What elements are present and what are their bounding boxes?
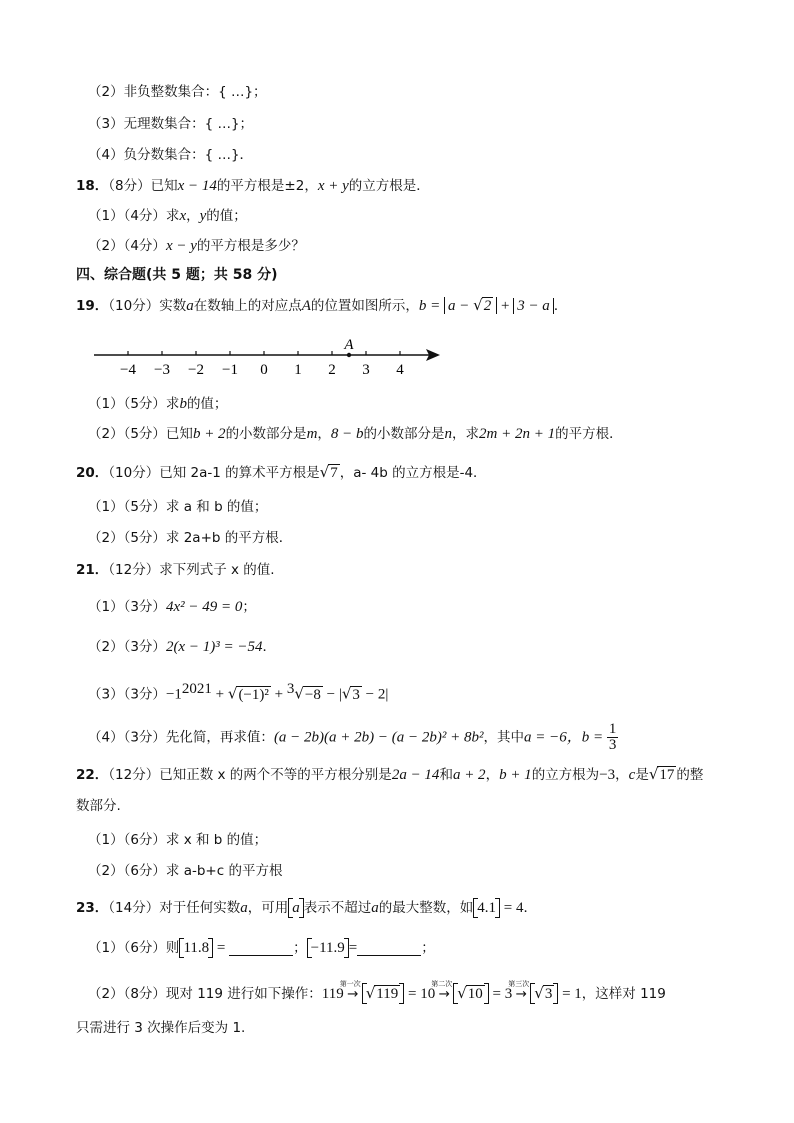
question-21-part-1: （1）（3分）4x² − 49 = 0； — [88, 599, 256, 615]
set-irrational: （3）无理数集合：{ …}； — [88, 116, 254, 132]
set-nonneg-int: （2）非负整数集合：{ …}； — [88, 84, 267, 100]
question-23-part-2: （2）（8分）现对 119 进行如下操作：119 第一次 → √119 = 10 第二次 → √10 = 3 第三次 → √3 = 1，这样对 119 — [88, 980, 666, 1002]
question-19-part-2: （2）（5分）已知b + 2的小数部分是m，8 − b的小数部分是n，求2m + 2n + 1的平方根． — [88, 426, 623, 442]
question-23-part-1: （1）（6分）则 11.8 = ； −11.9 = ； — [88, 940, 435, 956]
question-20-part-2: （2）（5分）求 2a+b 的平方根． — [88, 530, 293, 546]
question-18-part-2: （2）（4分）x − y的平方根是多少？ — [88, 238, 305, 254]
question-22-cont: 数部分. — [76, 798, 121, 814]
arrow-third-step: 第三次 → — [508, 980, 530, 1002]
question-21-part-3: （3）（3分）$-1^{2021} + √(-1)^2 + ^3√-8 - |√3 - 2|$ — [88, 681, 389, 703]
question-21-part-4: （4）（3分）先化简，再求值：(a − 2b)(a + 2b) − (a − 2b)² + 8b²，其中a = −6，b = $\frac{1}{3}$ — [88, 721, 617, 753]
number-line-tick-label: −2 — [188, 362, 204, 378]
answer-blank-2[interactable] — [357, 941, 421, 956]
answer-blank-1[interactable] — [229, 941, 293, 956]
number-line-tick-label: 3 — [362, 362, 370, 378]
number-line-tick-label: 4 — [396, 362, 404, 378]
question-22-part-2: （2）（6分）求 a-b+c 的平方根 — [88, 863, 283, 879]
question-22-part-1: （1）（6分）求 x 和 b 的值； — [88, 832, 268, 848]
arrow-first-step: 第一次 → — [339, 980, 361, 1002]
question-18: 18．（8分）已知x − 14的平方根是±2，x + y的立方根是． — [76, 178, 430, 194]
fraction-one-third: $\frac{1}{3}$ — [608, 721, 617, 753]
arrow-second-step: 第二次 → — [431, 980, 453, 1002]
number-line-tick-label: −1 — [222, 362, 238, 378]
question-21-part-2: （2）（3分）2(x − 1)³ = −54． — [88, 639, 276, 655]
number-line-tick-label: −3 — [154, 362, 170, 378]
question-20: 20．（10分）已知 2a-1 的算术平方根是√7 ，a- 4b 的立方根是-4． — [76, 463, 487, 481]
number-line-tick-label: 2 — [328, 362, 336, 378]
set-neg-fraction: （4）负分数集合：{ …}． — [88, 147, 254, 163]
question-20-part-1: （1）（5分）求 a 和 b 的值； — [88, 499, 268, 515]
number-line — [88, 332, 448, 378]
question-23: 23．（14分）对于任何实数a，可用 a 表示不超过a的最大整数，如 4.1 = 4． — [76, 900, 537, 916]
number-line-tick-label: 0 — [260, 362, 268, 378]
question-21: 21．（12分）求下列式子 x 的值. — [76, 562, 275, 578]
point-a-label: A — [344, 337, 354, 353]
question-19: 19．（10分）实数a在数轴上的对应点A的位置如图所示，b = a − √2 + 3 − a ． — [76, 296, 568, 314]
question-22: 22．（12分）已知正数 x 的两个不等的平方根分别是2a − 14和a + 2，b + 1的立方根为−3，c是√17 的整 — [76, 765, 704, 783]
question-19-part-1: （1）（5分）求b的值； — [88, 396, 228, 412]
question-18-part-1: （1）（4分）求x，y的值； — [88, 208, 247, 224]
section-heading: 四、综合题(共 5 题；共 58 分) — [76, 267, 278, 283]
number-line-tick-label: −4 — [120, 362, 136, 378]
question-23-cont: 只需进行 3 次操作后变为 1. — [76, 1020, 246, 1036]
point-a-dot — [347, 353, 351, 357]
number-line-tick-label: 1 — [294, 362, 302, 378]
